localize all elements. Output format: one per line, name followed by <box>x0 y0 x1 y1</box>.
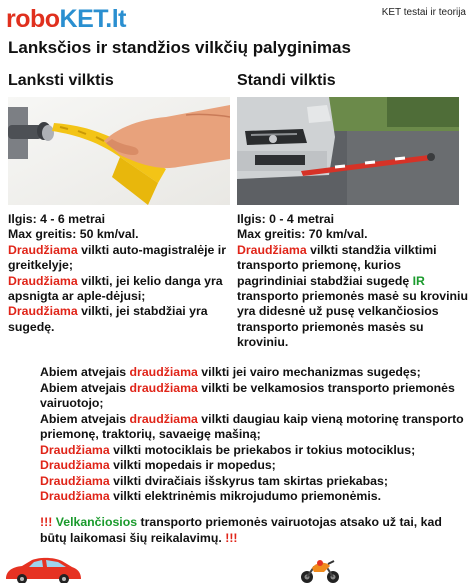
flexible-tow-rule-2 <box>8 274 233 305</box>
prohibited-word: draudžiama <box>129 380 198 395</box>
and-word: IR <box>412 273 425 288</box>
flexible-tow-photo <box>8 97 230 205</box>
prohibited-word: Draudžiama <box>40 489 110 503</box>
common-rule <box>40 365 470 381</box>
rule-prefix: Abiem atvejais <box>40 380 130 395</box>
exclamation-marks-open: !!! <box>40 515 53 529</box>
logo-part-robo: robo <box>6 5 60 33</box>
page-title: Lanksčios ir standžios vilkčių palyginimas <box>8 38 351 57</box>
rule-text: transporto priemonės masė su kroviniu yra didesnė už pusę velkančiosios transporto priemonės masės su kroviniu. <box>237 289 468 350</box>
flexible-tow-heading: Lanksti vilktis <box>8 72 114 89</box>
rule-prefix: Abiem atvejais <box>40 411 130 426</box>
prohibited-word: Draudžiama <box>40 442 110 457</box>
site-tagline: KET testai ir teorija <box>381 7 466 18</box>
logo-part-ket: KET <box>59 5 106 33</box>
prohibited-word: Draudžiama <box>40 473 110 488</box>
common-rule <box>40 458 470 474</box>
rigid-tow-photo <box>237 97 459 205</box>
exclamation-marks-close: !!! <box>225 530 238 545</box>
rule-text: vilkti elektrinėmis mikrojudumo priemonėmis. <box>109 489 382 503</box>
rule-text: vilkti daugiau kaip vieną motorinę transporto priemonę, traktorių, savaeigę mašiną; <box>40 411 464 441</box>
common-rule <box>40 381 470 412</box>
rule-text: vilkti motociklais be priekabos ir tokius motociklus; <box>109 442 416 457</box>
prohibited-word: Draudžiama <box>237 242 307 257</box>
flexible-tow-rule-3 <box>8 304 233 335</box>
logo-part-lt: .lt <box>105 5 126 33</box>
prohibited-word: Draudžiama <box>40 458 110 472</box>
flexible-tow-length: Ilgis: 4 - 6 metrai <box>8 212 106 226</box>
flexible-tow-speed: Max greitis: 50 km/val. <box>8 227 139 242</box>
prohibited-word: draudžiama <box>129 365 198 379</box>
flexible-tow-rule-1 <box>8 243 233 274</box>
rule-text: vilkti mopedais ir mopedus; <box>109 458 276 472</box>
driver-responsibility-warning <box>40 515 470 546</box>
flexible-tow-info <box>8 212 233 335</box>
warning-text: transporto priemonės vairuotojas atsako už tai, kad būtų laikomasi šių reikalavimų. <box>40 515 442 545</box>
prohibited-word: Draudžiama <box>8 242 78 257</box>
flexible-tow-illustration <box>8 97 230 205</box>
rigid-tow-heading: Standi vilktis <box>237 72 336 89</box>
site-logo[interactable] <box>6 4 126 34</box>
common-rule <box>40 474 470 490</box>
rigid-tow-rule <box>237 243 473 351</box>
towing-vehicle-word: Velkančiosios <box>55 515 138 529</box>
rule-text: vilkti auto-magistralėje ir greitkelyje; <box>8 242 227 273</box>
rigid-tow-speed: Max greitis: 70 km/val. <box>237 227 368 242</box>
rule-text: vilkti dviračiais išskyrus tam skirtas priekabas; <box>109 473 388 488</box>
rule-text: vilkti, jei stabdžiai yra sugedę. <box>8 304 208 334</box>
prohibited-word: draudžiama <box>129 411 198 426</box>
rule-text: vilkti jei vairo mechanizmas sugedęs; <box>197 365 421 379</box>
prohibited-word: Draudžiama <box>8 273 78 288</box>
common-rule <box>40 489 470 505</box>
rule-text: vilkti, jei kelio danga yra apsnigta ar aple-dėjusi; <box>8 273 223 304</box>
prohibited-word: Draudžiama <box>8 304 78 319</box>
rigid-tow-length: Ilgis: 0 - 4 metrai <box>237 212 335 226</box>
rigid-tow-info <box>237 212 473 351</box>
common-rules-list <box>40 365 470 505</box>
rigid-tow-illustration <box>237 97 459 205</box>
rule-prefix: Abiem atvejais <box>40 365 130 379</box>
common-rule <box>40 412 470 443</box>
motorcycle-icon <box>298 558 342 583</box>
rule-text: vilkti standžia vilktimi transporto priemonę, kurios pagrindiniai stabdžiai sugedę <box>237 242 437 288</box>
common-rule <box>40 443 470 459</box>
red-car-icon <box>2 557 82 583</box>
rule-text: vilkti be velkamosios transporto priemonės vairuotojo; <box>40 380 455 410</box>
